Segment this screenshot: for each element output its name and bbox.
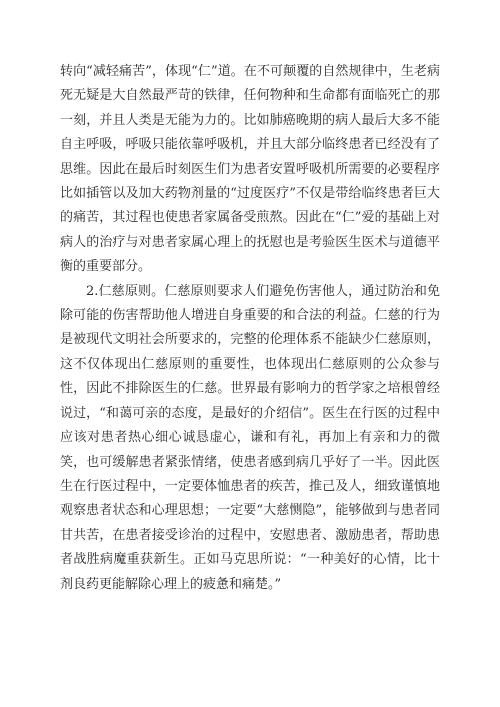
paragraph-1: 转向“减轻痛苦”，体现“仁”道。在不可颠覆的自然规律中，生老病死无疑是大自然最严苛的铁律，任何物种和生命都有面临死亡的那一刻，并且人类是无能为力的。比如肺癌晚期的病人最后大多不能自主呼吸，呼吸只能依靠呼吸机，并且大部分临终患者已经没有了思维。因此在最后时刻医生们为患者安置呼吸机所需要的必要程序比如插管以及加大药物剂量的“过度医疗”不仅是带给临终患者巨大的痛苦，其过程也使患者家属备受煎熬。因此在“仁”爱的基础上对病人的治疗与对患者家属心理上的抚慰也是考验医生医术与道德平衡的重要部分。 — [60, 64, 440, 275]
paragraph-2: 2.仁慈原则。仁慈原则要求人们避免伤害他人，通过防治和免除可能的伤害帮助他人增进自身重要的和合法的利益。仁慈的行为是被现代文明社会所要求的，完整的伦理体系不能缺少仁慈原则，这不仅体现出仁慈原则的重要性，也体现出仁慈原则的公众参与性，因此不排除医生的仁慈。世界最有影响力的哲学家之培根曾经说过，“和蔼可亲的态度，是最好的介绍信”。医生在行医的过程中应该对患者热心细心诚恳虚心，谦和有礼，再加上有亲和力的微笑，也可缓解患者紧张情绪，使患者感到病几乎好了一半。因此医生在行医过程中，一定要体恤患者的疾苦，推己及人，细致谨慎地观察患者状态和心理思想；一定要“大慈恻隐”，能够做到与患者同甘共苦，在患者接受诊治的过程中，安慰患者、激励患者，帮助患者战胜病魔重获新生。正如马克思所说：“一种美好的心情，比十剂良药更能解除心理上的疲惫和痛楚。” — [60, 283, 440, 592]
document-page — [60, 60, 440, 597]
